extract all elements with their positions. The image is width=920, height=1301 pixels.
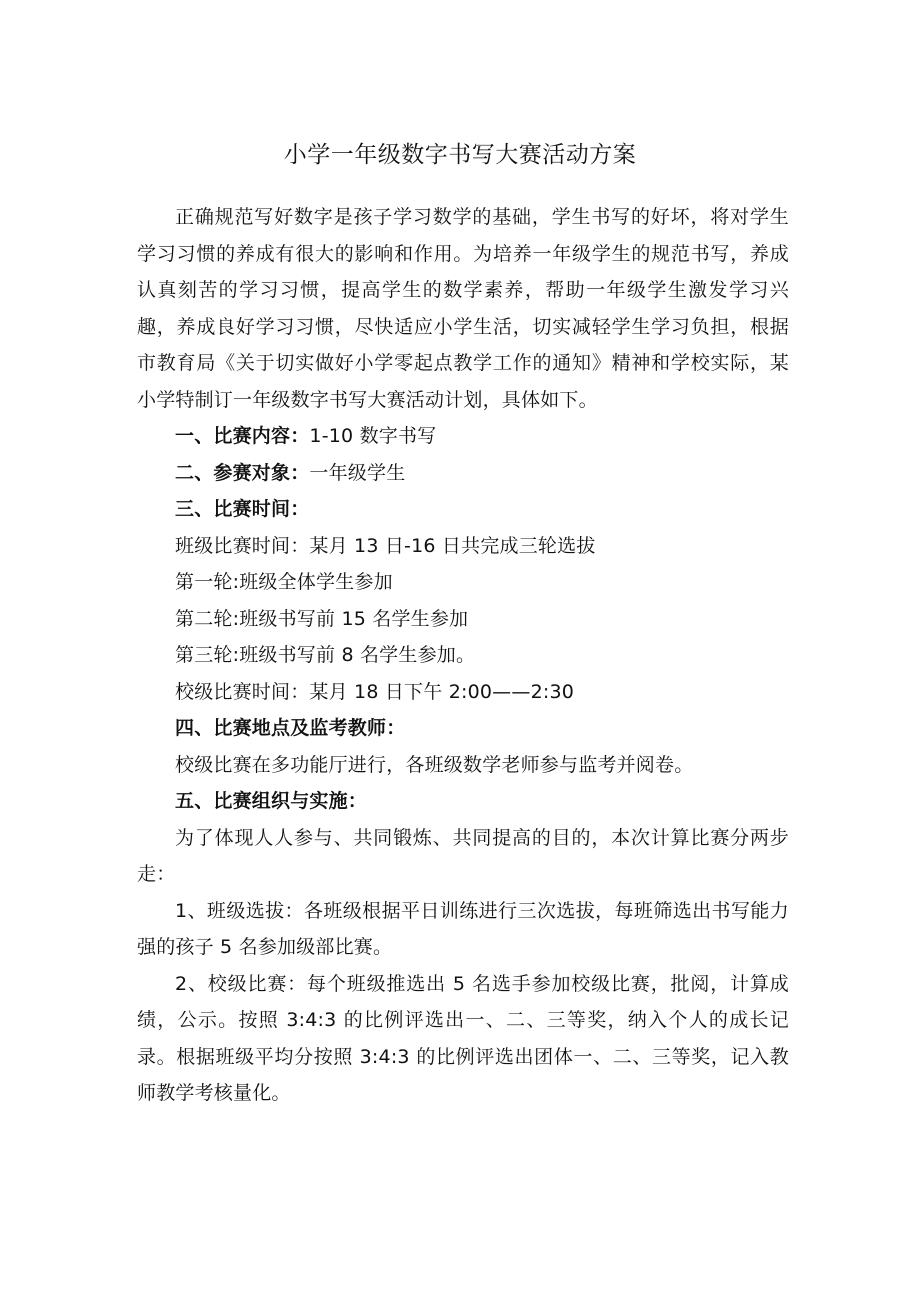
document-body <box>137 199 789 1112</box>
section-participants-line <box>137 455 789 492</box>
document-title: 小学一年级数字书写大赛活动方案 <box>283 142 637 168</box>
section-time-heading: 三、比赛时间： <box>175 498 310 520</box>
intro-paragraph: 正确规范写好数字是孩子学习数学的基础，学生书写的好坏，将对学生学习习惯的养成有很大的影响和作用。为培养一年级学生的规范书写，养成认真刻苦的学习习惯，提高学生的数学素养，帮助一年级学生激发学习兴趣，养成良好学习习惯，尽快适应小学生活，切实减轻学生学习负担，根据市教育局《关于切实做好小学零起点教学工作的通知》精神和学校实际，某小学特制订一年级数字书写大赛活动计划，具体如下。 <box>137 206 789 411</box>
round-one: 第一轮:班级全体学生参加 <box>175 571 393 593</box>
school-competition-time: 校级比赛时间：某月 18 日下午 2:00——2:30 <box>175 680 575 703</box>
section-organization-intro: 为了体现人人参与、共同锻炼、共同提高的目的，本次计算比赛分两步走： <box>137 826 789 885</box>
step-class-selection: 1、班级选拔：各班级根据平日训练进行三次选拔，每班筛选出书写能力强的孩子 5 名参加级部比赛。 <box>137 899 789 958</box>
section-content-line <box>137 418 789 455</box>
section-participants-value: 一年级学生 <box>309 461 406 484</box>
class-competition-time: 班级比赛时间：某月 13 日-16 日共完成三轮选拔 <box>175 534 596 557</box>
section-location-text: 校级比赛在多功能厅进行，各班级数学老师参与监考并阅卷。 <box>175 753 694 776</box>
section-participants-heading: 二、参赛对象： <box>175 461 310 484</box>
step-school-competition: 2、校级比赛：每个班级推选出 5 名选手参加校级比赛，批阅，计算成绩，公示。按照 3:4:3 的比例评选出一、二、三等奖，纳入个人的成长记录。根据班级平均分按照 3:4:3 的比例评选出团体一、二、三等奖，记入教师教学考核量化。 <box>137 972 789 1104</box>
round-three: 第三轮:班级书写前 8 名学生参加。 <box>175 644 476 666</box>
section-content-heading: 一、比赛内容： <box>175 425 310 447</box>
round-two: 第二轮:班级书写前 15 名学生参加 <box>175 607 469 630</box>
section-location-heading: 四、比赛地点及监考教师： <box>175 717 406 739</box>
section-organization-heading: 五、比赛组织与实施： <box>175 790 368 812</box>
section-content-value: 1-10 数字书写 <box>309 425 437 447</box>
